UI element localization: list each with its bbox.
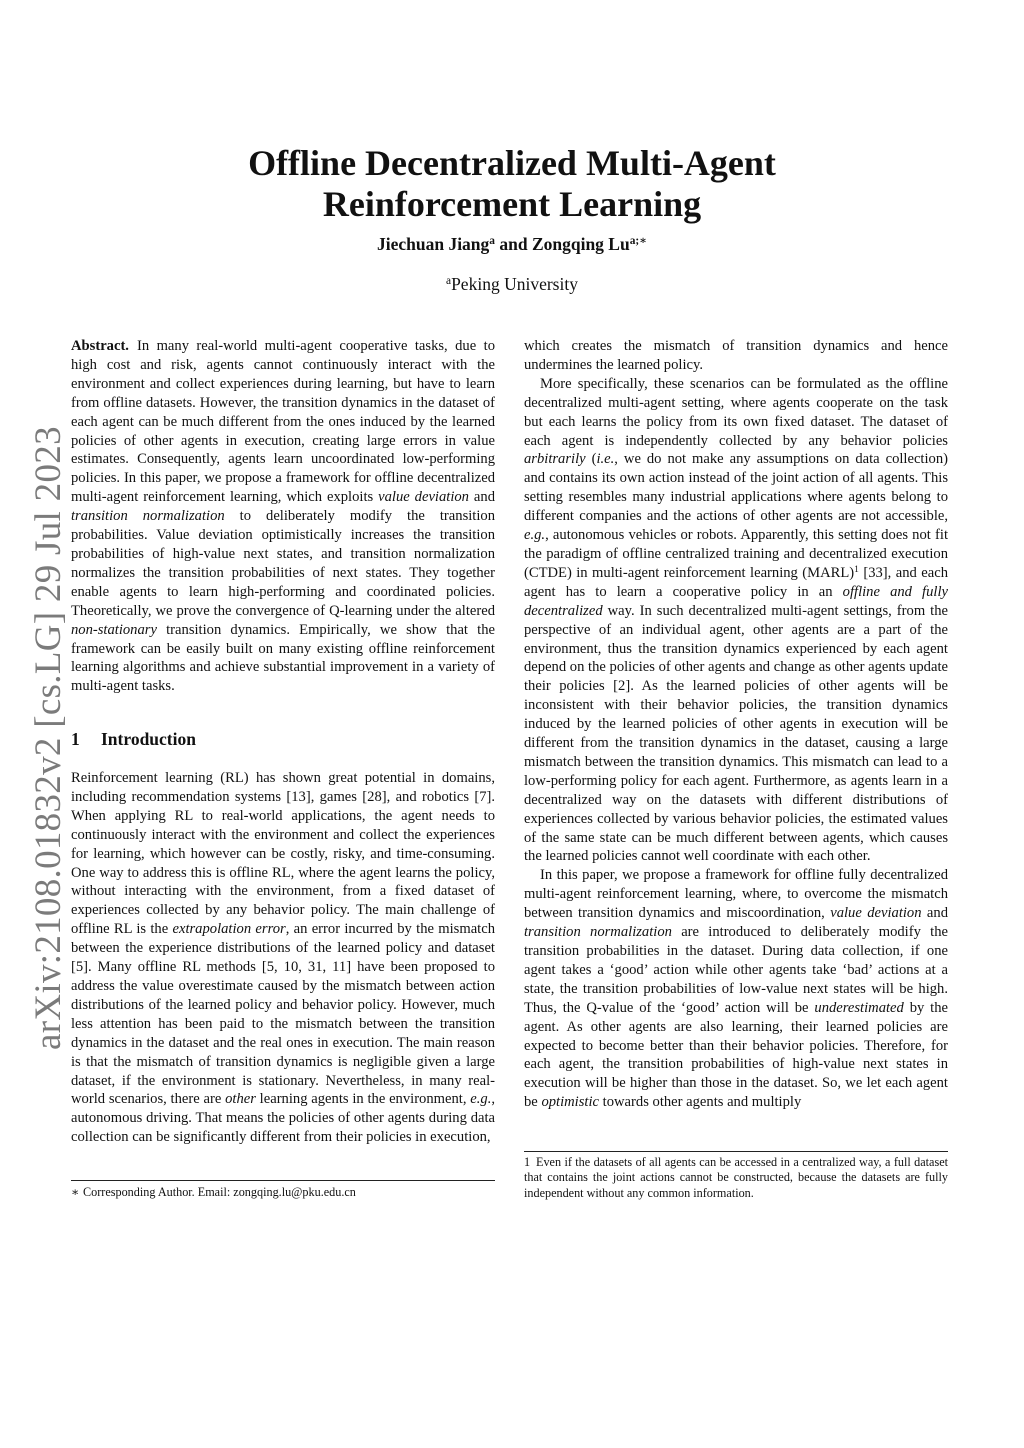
abstract-emphasis: transition normalization <box>71 508 225 525</box>
affiliation-mark: a <box>446 274 452 287</box>
body-emphasis: extrapolation error <box>172 921 286 938</box>
introduction-paragraph-1 <box>71 769 495 1147</box>
body-emphasis: offline and fully decentralized <box>524 583 948 619</box>
abstract-emphasis: value deviation <box>378 489 469 506</box>
abstract-emphasis: non-stationary <box>71 621 157 638</box>
title-line-2: Reinforcement Learning <box>322 184 702 224</box>
body-emphasis: e.g. <box>470 1091 492 1108</box>
body-text: by the agent. As other agents are also learning, their learned policies are expected to become better than their behavior policies. Therefore, for each agent, the transition probabilities of high-value next states in execution will be higher than those in the dataset. So, we let each agent be <box>524 999 948 1111</box>
author-2-affiliation-mark: a;∗ <box>629 234 648 247</box>
body-text: In this paper, we propose a framework for offline fully decentralized multi-agent reinforcement learning, where, to overcome the mismatch between transition dynamics and miscoordination, <box>524 867 948 922</box>
body-text: towards other agents and multiply <box>599 1094 802 1111</box>
footnote-rule-left <box>71 1180 495 1181</box>
abstract-text: In many real-world multi-agent cooperative tasks, due to high cost and risk, agents cannot continuously interact with the environment and collect experiences during learning, but have to learn from offline datasets. However, the transition dynamics in the dataset of each agent can be much different from the ones induced by the learned policies of other agents in execution, creating large errors in value estimates. Consequently, agents learn uncoordinated low-performing policies. In this paper, we propose a framework for offline decentralized multi-agent reinforcement learning, which exploits <box>71 338 495 506</box>
body-text: and <box>921 905 948 922</box>
body-text: way. In such decentralized multi-agent settings, from the perspective of an individual agent, other agents are a part of the environment, thus the transition dynamics experienced by each agent depend on the policies of other agents and change as other agents update their policies [2]. As the learned policies of other agents will be inconsistent with their behavior policies, the transition dynamics induced by the learned policies of other agents in execution will be different from the transition dynamics in the dataset, causing a large mismatch between the transition dynamics. This mismatch can lead to a low-performing policy for each agent. Furthermore, as agents learn in a decentralized way on the datasets with different distributions of experiences collected by various behavior policies, the estimated values of the same state can be much different between agents, which causes the learned policies cannot well coordinate with each other. <box>524 602 948 865</box>
abstract-text: and <box>468 489 495 506</box>
section-title: Introduction <box>101 729 196 749</box>
footnote-mark: ∗ <box>71 1185 80 1199</box>
footnote-mark: 1 <box>524 1155 531 1169</box>
body-text: which creates the mismatch of transition dynamics and hence undermines the learned policy. <box>524 338 948 373</box>
body-text: learning agents in the environment, <box>255 1091 471 1108</box>
body-text: , autonomous vehicles or robots. Apparently, this setting does not fit the paradigm of offline centralized training and decentralized execution (CTDE) in multi-agent reinforcement learning (MARL) <box>524 527 948 581</box>
body-emphasis: arbitrarily <box>524 451 586 468</box>
footnote-reference: 1 <box>854 564 859 575</box>
footnote-rule-right <box>524 1151 948 1152</box>
author-2: Zongqing Lu <box>531 234 630 254</box>
body-text: , an error incurred by the mismatch between the experience distributions of the learned policy and dataset [5]. Many offline RL methods [5, 10, 31, 11] have been proposed to address the value overestimate caused by the mismatch between action distributions of the learned policy and behavior policy. However, much less attention has been paid to the mismatch between the transition dynamics in the dataset and the real ones in execution. The main reason is that the mismatch of transition dynamics is negligible given a large dataset, if the environment is stationary. Nevertheless, in many real-world scenarios, there are <box>71 921 496 1108</box>
paragraph-setting <box>524 375 948 867</box>
body-text: are introduced to deliberately modify the transition probabilities in the dataset. During data collection, if one agent takes a ‘good’ action while other agents take ‘bad’ actions at a state, the transition probabilities of low-value next states will be high. Thus, the Q-value of the ‘good’ action will be <box>524 924 948 1016</box>
body-emphasis: underestimated <box>814 999 904 1016</box>
body-emphasis: value deviation <box>830 905 922 922</box>
body-emphasis: e.g. <box>524 527 546 544</box>
body-text: Reinforcement learning (RL) has shown great potential in domains, including recommendation systems [13], games [28], and robotics [7]. When applying RL to real-world applications, the agent needs to continuously interact with the environment and collect the experiences for learning, which however can be costly, risky, and time-consuming. One way to address this is offline RL, where the agent learns the policy, without interacting with the environment, from a fixed dataset of experiences collected by any behavior policy. The main challenge of offline RL is the <box>71 770 495 938</box>
author-1-affiliation-mark: a <box>489 234 495 247</box>
author-1: Jiechuan Jiang <box>376 234 490 254</box>
right-column-text <box>524 337 948 1112</box>
body-text: ( <box>585 451 597 468</box>
body-text: , we do not make any assumptions on data collection) and contains its own action instead of the joint action of all agents. This setting resembles many industrial applications where agents belong to different companies and the actions of other agents are not accessible, <box>524 451 948 525</box>
author-list <box>0 234 1024 255</box>
paper-title <box>0 143 1024 225</box>
affiliation-name: Peking University <box>451 274 578 294</box>
footnote-corresponding-author <box>71 1185 495 1200</box>
body-text: [33], and each agent has to learn a cooperative policy in an <box>524 564 948 600</box>
section-heading-introduction <box>71 729 196 750</box>
author-conjunction: and <box>494 234 532 254</box>
abstract-heading: Abstract. <box>71 338 129 354</box>
abstract-text: to deliberately modify the transition probabilities. Value deviation optimistically increases the transition probabilities of high-value next states, and transition normalization normalizes the transition probabilities of next states. They together enable agents to learn high-performing and coordinated policies. Theoretically, we prove the convergence of Q-learning under the altered <box>71 508 495 619</box>
body-emphasis: transition normalization <box>524 924 672 941</box>
body-text: More specifically, these scenarios can be formulated as the offline decentralized multi-agent setting, where agents cooperate on the task but each learns the policy from its own fixed dataset. The dataset of each agent is independently collected by any behavior policies <box>524 375 948 449</box>
body-emphasis: optimistic <box>541 1094 600 1111</box>
arxiv-identifier-stamp: arXiv:2108.01832v2 [cs.LG] 29 Jul 2023 <box>28 426 69 1050</box>
body-emphasis: other <box>225 1091 256 1108</box>
footnote-text: Even if the datasets of all agents can be accessed in a centralized way, a full dataset that contains the joint actions cannot be constructed, because the datasets are fully independent without any common information. <box>524 1155 948 1200</box>
paragraph-continuation <box>524 337 948 375</box>
body-text: , autonomous driving. That means the policies of other agents during data collection can be significantly different from their policies in execution, <box>71 1091 495 1146</box>
footnote-1 <box>524 1155 948 1201</box>
title-line-1: Offline Decentralized Multi-Agent <box>248 143 776 183</box>
section-number: 1 <box>71 729 80 749</box>
abstract <box>71 337 495 696</box>
paragraph-framework <box>524 866 948 1112</box>
abstract-text: transition dynamics. Empirically, we show that the framework can be easily built on many existing offline reinforcement learning algorithms and achieve substantial improvement in a variety of multi-agent tasks. <box>71 621 495 695</box>
affiliation <box>0 274 1024 295</box>
body-emphasis: i.e. <box>596 451 615 468</box>
footnote-text: Corresponding Author. Email: zongqing.lu@pku.edu.cn <box>83 1185 356 1199</box>
